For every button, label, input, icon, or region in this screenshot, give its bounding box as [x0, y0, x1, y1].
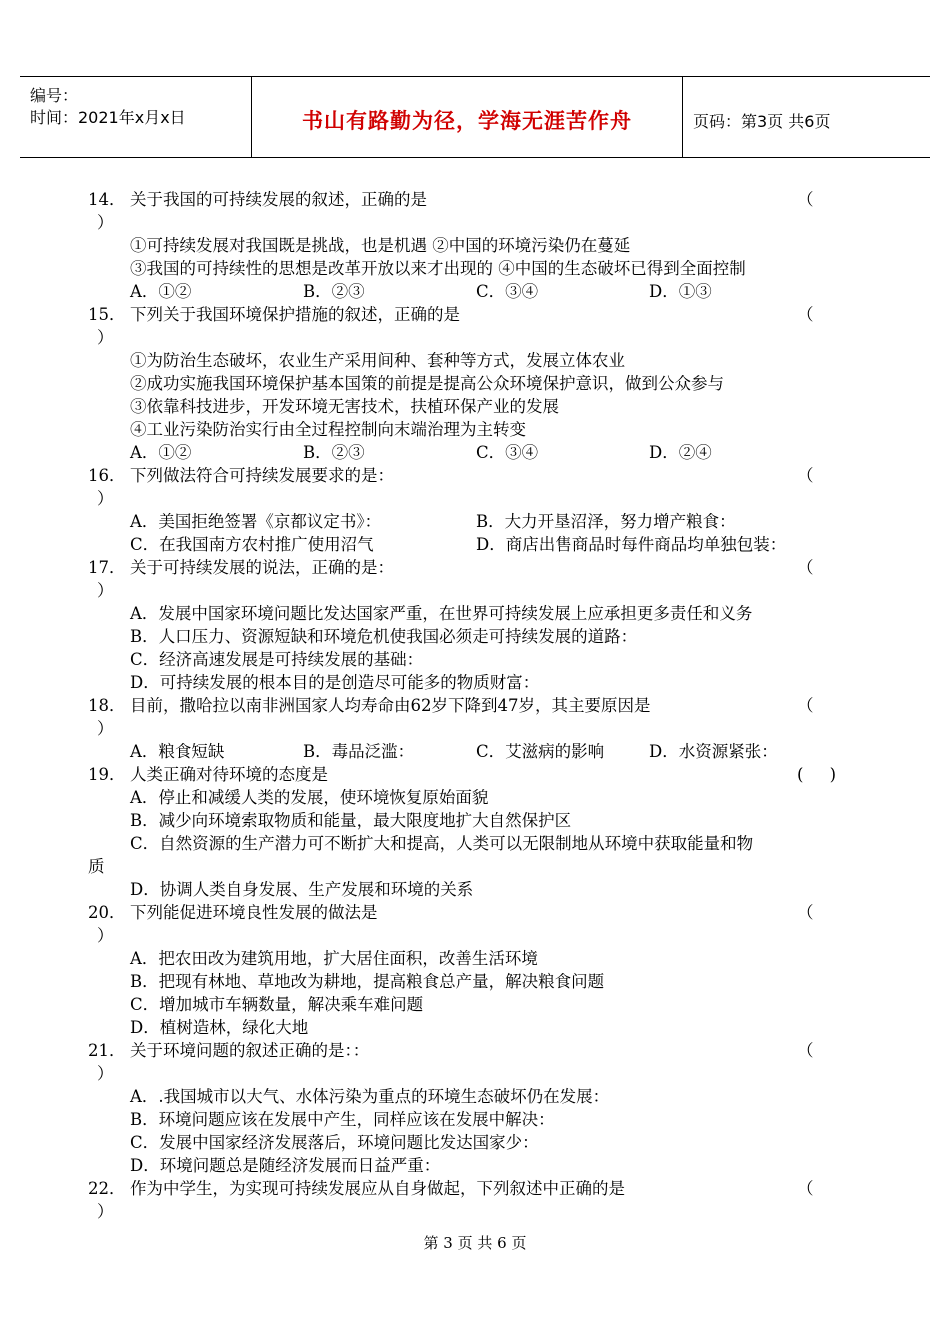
choice-c: C．③④	[476, 282, 539, 301]
choice-c: C．③④	[476, 443, 539, 462]
answer-paren-close: ）	[97, 719, 114, 738]
choice-b: B．人口压力、资源短缺和环境危机使我国必须走可持续发展的道路：	[130, 627, 638, 646]
answer-paren: ( )	[797, 765, 837, 784]
choice-c: C．艾滋病的影响	[476, 742, 605, 761]
answer-paren-close: ）	[97, 489, 114, 508]
question-number: 19．	[88, 765, 126, 784]
question-stem: 下列关于我国环境保护措施的叙述，正确的是	[130, 305, 460, 324]
choice-c: C．发展中国家经济发展落后，环境问题比发达国家少：	[130, 1133, 539, 1152]
question-stem: 关于我国的可持续发展的叙述，正确的是	[130, 190, 427, 209]
choice-c: C．增加城市车辆数量，解决乘车难问题	[130, 995, 424, 1014]
choice-c: C．经济高速发展是可持续发展的基础：	[130, 650, 424, 669]
choice-a: A．停止和减缓人类的发展，使环境恢复原始面貌	[130, 788, 489, 807]
choice-d: D．②④	[649, 443, 712, 462]
choice-a: A．发展中国家环境问题比发达国家严重，在世界可持续发展上应承担更多责任和义务	[130, 604, 753, 623]
question-stem: 下列做法符合可持续发展要求的是：	[130, 466, 394, 485]
choice-c: C．自然资源的生产潜力可不断扩大和提高，人类可以无限制地从环境中获取能量和物	[130, 834, 754, 853]
header-motto-cell	[252, 77, 683, 157]
choice-b: B．把现有林地、草地改为耕地，提高粮食总产量，解决粮食问题	[130, 972, 605, 991]
question-number: 18．	[88, 696, 126, 715]
choice-d: D．商店出售商品时每件商品均单独包装：	[476, 535, 787, 554]
question-stem: 下列能促进环境良性发展的做法是	[130, 903, 378, 922]
answer-paren-close: ）	[97, 581, 114, 600]
motto: 书山有路勤为径，学海无涯苦作舟	[302, 109, 632, 133]
statement-line: ②成功实施我国环境保护基本国策的前提是提高公众环境保护意识，做到公众参与	[130, 374, 724, 393]
answer-paren-open: （	[797, 466, 814, 485]
question-number: 22．	[88, 1179, 126, 1198]
answer-paren-open: （	[797, 190, 814, 209]
answer-paren-open: （	[797, 696, 814, 715]
question-stem: 关于环境问题的叙述正确的是：：	[130, 1041, 370, 1060]
choice-a: A．粮食短缺	[130, 742, 225, 761]
choice-b: B．减少向环境索取物质和能量，最大限度地扩大自然保护区	[130, 811, 572, 830]
question-stem: 目前，撒哈拉以南非洲国家人均寿命由62岁下降到47岁，其主要原因是	[130, 696, 651, 715]
statement-line: ④工业污染防治实行由全过程控制向末端治理为主转变	[130, 420, 526, 439]
page-footer: 第 3 页 共 6 页	[423, 1234, 527, 1252]
header-page-cell	[683, 77, 930, 157]
answer-paren-close: ）	[97, 328, 114, 347]
choice-d: D．植树造林，绿化大地	[130, 1018, 309, 1037]
choice-d: D．环境问题总是随经济发展而日益严重：	[130, 1156, 441, 1175]
header-meta-cell	[20, 77, 252, 157]
choice-c: C．在我国南方农村推广使用沼气	[130, 535, 374, 554]
question-number: 21．	[88, 1041, 126, 1060]
statement-line: ③我国的可持续性的思想是改革开放以来才出现的 ④中国的生态破坏已得到全面控制	[130, 259, 746, 278]
answer-paren-open: （	[797, 1041, 814, 1060]
choice-c-wrap: 质	[88, 857, 105, 876]
choice-a: A．①②	[130, 282, 192, 301]
answer-paren-close: ）	[97, 213, 114, 232]
statement-line: ③依靠科技进步，开发环境无害技术，扶植环保产业的发展	[130, 397, 559, 416]
question-number: 17．	[88, 558, 126, 577]
question-number: 14．	[88, 190, 126, 209]
choice-b: B．②③	[303, 443, 365, 462]
choice-b: B．毒品泛滥：	[303, 742, 415, 761]
answer-paren-close: ）	[97, 1064, 114, 1083]
answer-paren-open: （	[797, 1179, 814, 1198]
choice-a: A．①②	[130, 443, 192, 462]
statement-line: ①可持续发展对我国既是挑战，也是机遇 ②中国的环境污染仍在蔓延	[130, 236, 631, 255]
question-stem: 作为中学生，为实现可持续发展应从自身做起，下列叙述中正确的是	[130, 1179, 625, 1198]
choice-a: A．.我国城市以大气、水体污染为重点的环境生态破坏仍在发展：	[130, 1087, 610, 1106]
question-number: 16．	[88, 466, 126, 485]
question-number: 20．	[88, 903, 126, 922]
choice-d: D．①③	[649, 282, 712, 301]
answer-paren-open: （	[797, 305, 814, 324]
answer-paren-open: （	[797, 558, 814, 577]
choice-a: A．把农田改为建筑用地，扩大居住面积，改善生活环境	[130, 949, 538, 968]
question-number: 15．	[88, 305, 126, 324]
answer-paren-close: ）	[97, 1202, 114, 1221]
choice-b: B．环境问题应该在发展中产生，同样应该在发展中解决：	[130, 1110, 555, 1129]
time-label: 时间：2021年x月x日	[30, 108, 186, 127]
question-stem: 关于可持续发展的说法，正确的是：	[130, 558, 394, 577]
statement-line: ①为防治生态破坏，农业生产采用间种、套种等方式，发展立体农业	[130, 351, 625, 370]
serial-number-label: 编号：	[30, 86, 79, 105]
choice-d: D．协调人类自身发展、生产发展和环境的关系	[130, 880, 474, 899]
page-number-label: 页码：第3页 共6页	[693, 112, 831, 131]
choice-b: B．大力开垦沼泽，努力增产粮食：	[476, 512, 736, 531]
choice-d: D．可持续发展的根本目的是创造尽可能多的物质财富：	[130, 673, 540, 692]
choice-a: A．美国拒绝签署《京都议定书》：	[130, 512, 382, 531]
answer-paren-open: （	[797, 903, 814, 922]
answer-paren-close: ）	[97, 926, 114, 945]
question-stem: 人类正确对待环境的态度是	[130, 765, 328, 784]
choice-d: D．水资源紧张：	[649, 742, 778, 761]
page-header	[20, 76, 930, 158]
choice-b: B．②③	[303, 282, 365, 301]
